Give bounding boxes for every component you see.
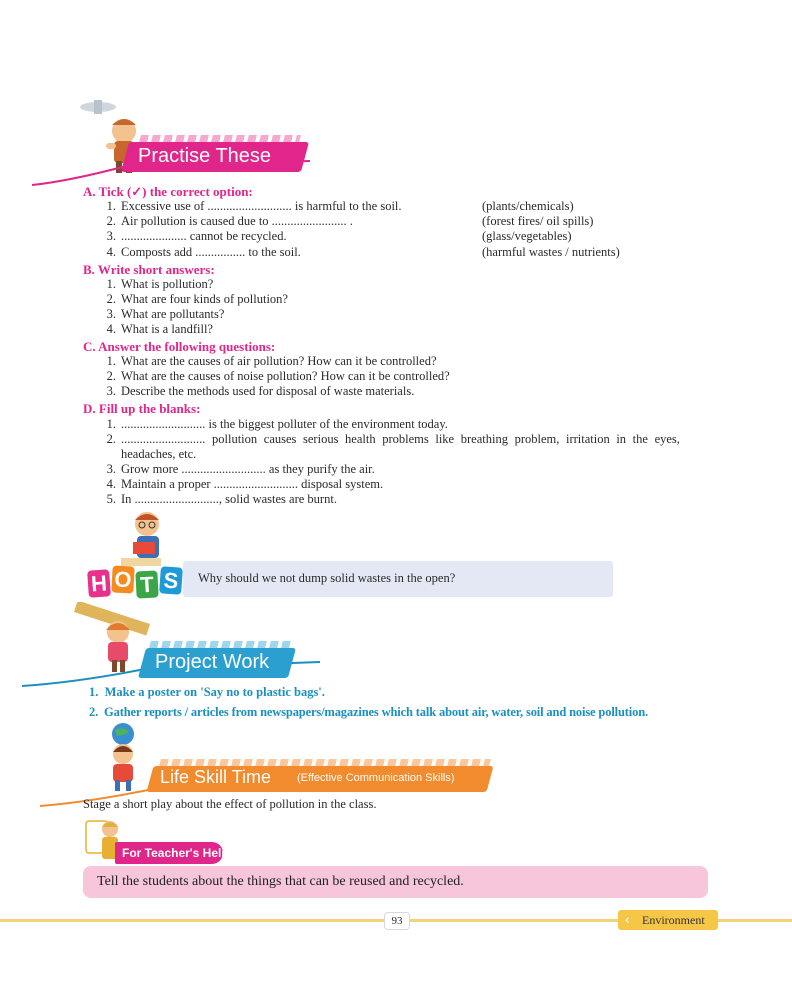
list-item: 1. What is pollution? <box>106 277 214 291</box>
footer-line-left <box>0 919 384 922</box>
section-b-heading: B. Write short answers: <box>83 262 215 277</box>
list-item: 3. Grow more ........................... as they purify the air. <box>106 462 375 476</box>
practise-title: Practise These <box>138 145 272 167</box>
list-item: 1. ........................... is the biggest polluter of the environment today. <box>106 417 448 431</box>
list-item: 4. Maintain a proper ........................... disposal system. <box>106 477 384 491</box>
list-item: 2. ........................... pollution causes serious health problems like breathing problem, irritation in the eyes, <box>106 432 680 446</box>
teacher-help-text: Tell the students about the things that can be reused and recycled. <box>97 874 464 889</box>
hots-letter-s: S <box>159 566 183 594</box>
list-item: 3. ..................... cannot be recycled. <box>106 229 287 243</box>
list-item-continuation: headaches, etc. <box>121 447 197 461</box>
life-skill-subtitle: (Effective Communication Skills) <box>297 772 455 784</box>
option-text: (plants/chemicals) <box>482 199 574 213</box>
life-skill-title: Life Skill Time <box>160 767 272 787</box>
chapter-label: Environment <box>642 913 705 927</box>
list-item: 1. Excessive use of ........................... is harmful to the soil. <box>106 199 402 213</box>
life-skill-text: Stage a short play about the effect of pollution in the class. <box>83 797 377 811</box>
list-item: 2. Air pollution is caused due to ........................ . <box>106 214 353 228</box>
list-item: 2. What are four kinds of pollution? <box>106 292 288 306</box>
practise-ribbon-ornament <box>139 135 301 142</box>
hots-letter-h: H <box>87 569 111 597</box>
list-item: 4. What is a landfill? <box>106 322 213 336</box>
chapter-tab[interactable] <box>618 910 718 930</box>
list-item: 1. What are the causes of air pollution? How can it be controlled? <box>106 354 437 368</box>
project-ribbon-ornament <box>149 641 291 648</box>
practise-banner <box>0 95 320 195</box>
footer-line-far-right <box>718 919 792 922</box>
list-item: 2. What are the causes of noise pollution? How can it be controlled? <box>106 369 450 383</box>
hots-letter-t: T <box>135 570 158 598</box>
hots-question: Why should we not dump solid wastes in the open? <box>198 571 456 585</box>
chevron-left-icon: ‹ <box>625 911 630 927</box>
teacher-help-label: For Teacher's Help <box>122 846 229 860</box>
list-item: 5. In ..........................., solid wastes are burnt. <box>106 492 337 506</box>
hots-letter-o: O <box>111 565 134 593</box>
reading-boy-illustration <box>115 508 175 572</box>
footer-line-right <box>410 919 620 922</box>
page-number: 93 <box>384 912 410 930</box>
section-c-heading: C. Answer the following questions: <box>83 339 276 354</box>
project-item: 2. Gather reports / articles from newspapers/magazines which talk about air, water, soil and noise pollution. <box>89 705 648 719</box>
list-item: 3. What are pollutants? <box>106 307 225 321</box>
list-item: 3. Describe the methods used for disposal of waste materials. <box>106 384 415 398</box>
project-work-title: Project Work <box>155 651 270 673</box>
section-d-heading: D. Fill up the blanks: <box>83 401 201 416</box>
list-item: 4. Composts add ................ to the soil. <box>106 245 301 259</box>
life-skill-ribbon-ornament <box>159 759 491 766</box>
section-a-heading: A. Tick (✓) the correct option: <box>83 184 253 199</box>
project-item: 1. Make a poster on 'Say no to plastic bags'. <box>89 685 325 699</box>
option-text: (forest fires/ oil spills) <box>482 214 594 228</box>
option-text: (glass/vegetables) <box>482 229 572 243</box>
option-text: (harmful wastes / nutrients) <box>482 245 620 259</box>
